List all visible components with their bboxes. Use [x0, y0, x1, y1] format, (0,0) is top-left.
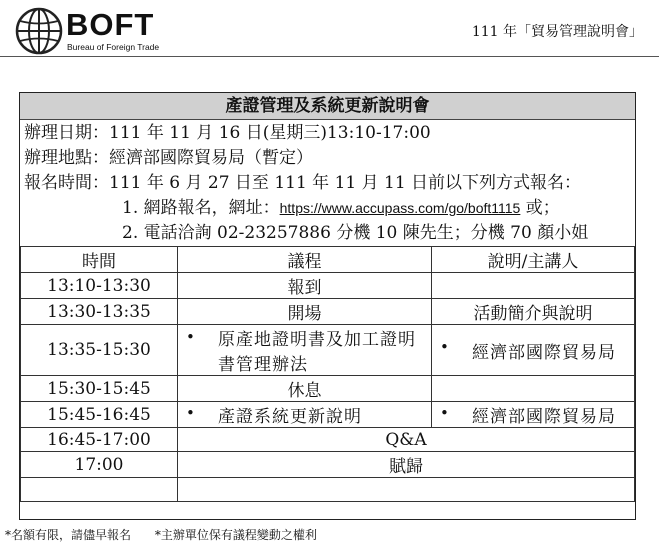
- header-time: 時間: [21, 247, 178, 273]
- logo-subtitle: Bureau of Foreign Trade: [67, 42, 160, 52]
- bullet-icon: •: [440, 404, 449, 422]
- register-method-online: [122, 196, 560, 220]
- boft-logo: [14, 6, 204, 56]
- table-row: [21, 325, 635, 376]
- schedule-header-row: [21, 247, 635, 273]
- row-time: 13:35-15:30: [21, 325, 178, 376]
- table-row: [21, 273, 635, 299]
- row-speaker: [432, 402, 635, 428]
- row-agenda: 報到: [178, 273, 432, 299]
- table-row: [21, 428, 635, 452]
- row-agenda: Q&A: [178, 428, 635, 452]
- row-speaker: [432, 273, 635, 299]
- row-agenda: [178, 325, 432, 376]
- table-row: [21, 402, 635, 428]
- globe-logo-icon: [14, 6, 64, 56]
- row-time: 15:30-15:45: [21, 376, 178, 402]
- table-row: [21, 376, 635, 402]
- row-speaker: [432, 325, 635, 376]
- registration-link[interactable]: https://www.accupass.com/go/boft1115: [279, 200, 521, 216]
- bullet-icon: •: [186, 328, 195, 346]
- agenda-text: 原產地證明書及加工證明書管理辦法: [218, 330, 416, 375]
- speaker-text: 經濟部國際貿易局: [472, 342, 616, 363]
- header-title: 111 年「貿易管理說明會」: [471, 24, 643, 40]
- row-time: 15:45-16:45: [21, 402, 178, 428]
- row-agenda: 休息: [178, 376, 432, 402]
- speaker-text: 經濟部國際貿易局: [472, 407, 616, 427]
- register-method-phone: 2. 電話洽詢 02-23257886 分機 10 陳先生；分機 70 顏小姐: [122, 223, 589, 243]
- event-table: [19, 92, 636, 520]
- method1-suffix: 或；: [520, 198, 560, 218]
- empty-cell: [21, 478, 178, 502]
- row-time: 13:10-13:30: [21, 273, 178, 299]
- bullet-icon: •: [186, 404, 195, 422]
- footnotes: [5, 526, 337, 543]
- row-time: 13:30-13:35: [21, 299, 178, 325]
- row-agenda: [178, 402, 432, 428]
- empty-row: [21, 478, 635, 502]
- row-speaker: [432, 376, 635, 402]
- schedule-table: [20, 246, 635, 502]
- event-info: [20, 119, 635, 243]
- date-line: 辦理日期：111 年 11 月 16 日(星期三)13:10-17:00: [24, 123, 431, 143]
- footnote-2: *主辦單位保有議程變動之權利: [154, 528, 317, 542]
- header-agenda: 議程: [178, 247, 432, 273]
- row-agenda: 賦歸: [178, 452, 635, 478]
- footnote-1: *名額有限，請儘早報名: [5, 528, 132, 542]
- agenda-text: 產證系統更新說明: [218, 407, 362, 427]
- logo-text: BOFT: [66, 7, 155, 42]
- method1-prefix: 1. 網路報名，網址：: [122, 198, 280, 218]
- register-line: 報名時間：111 年 6 月 27 日至 111 年 11 月 11 日前以下列方式報名：: [24, 173, 582, 193]
- place-line: 辦理地點：經濟部國際貿易局（暫定）: [24, 148, 313, 168]
- empty-cell: [178, 478, 635, 502]
- event-title: 產證管理及系統更新說明會: [20, 93, 635, 120]
- row-time: 17:00: [21, 452, 178, 478]
- header-speaker: 說明/主講人: [432, 247, 635, 273]
- row-agenda: 開場: [178, 299, 432, 325]
- table-row: [21, 452, 635, 478]
- page-header: [0, 0, 659, 64]
- row-speaker: 活動簡介與說明: [432, 299, 635, 325]
- header-divider: [0, 56, 659, 57]
- bullet-icon: •: [440, 338, 449, 356]
- table-row: [21, 299, 635, 325]
- row-time: 16:45-17:00: [21, 428, 178, 452]
